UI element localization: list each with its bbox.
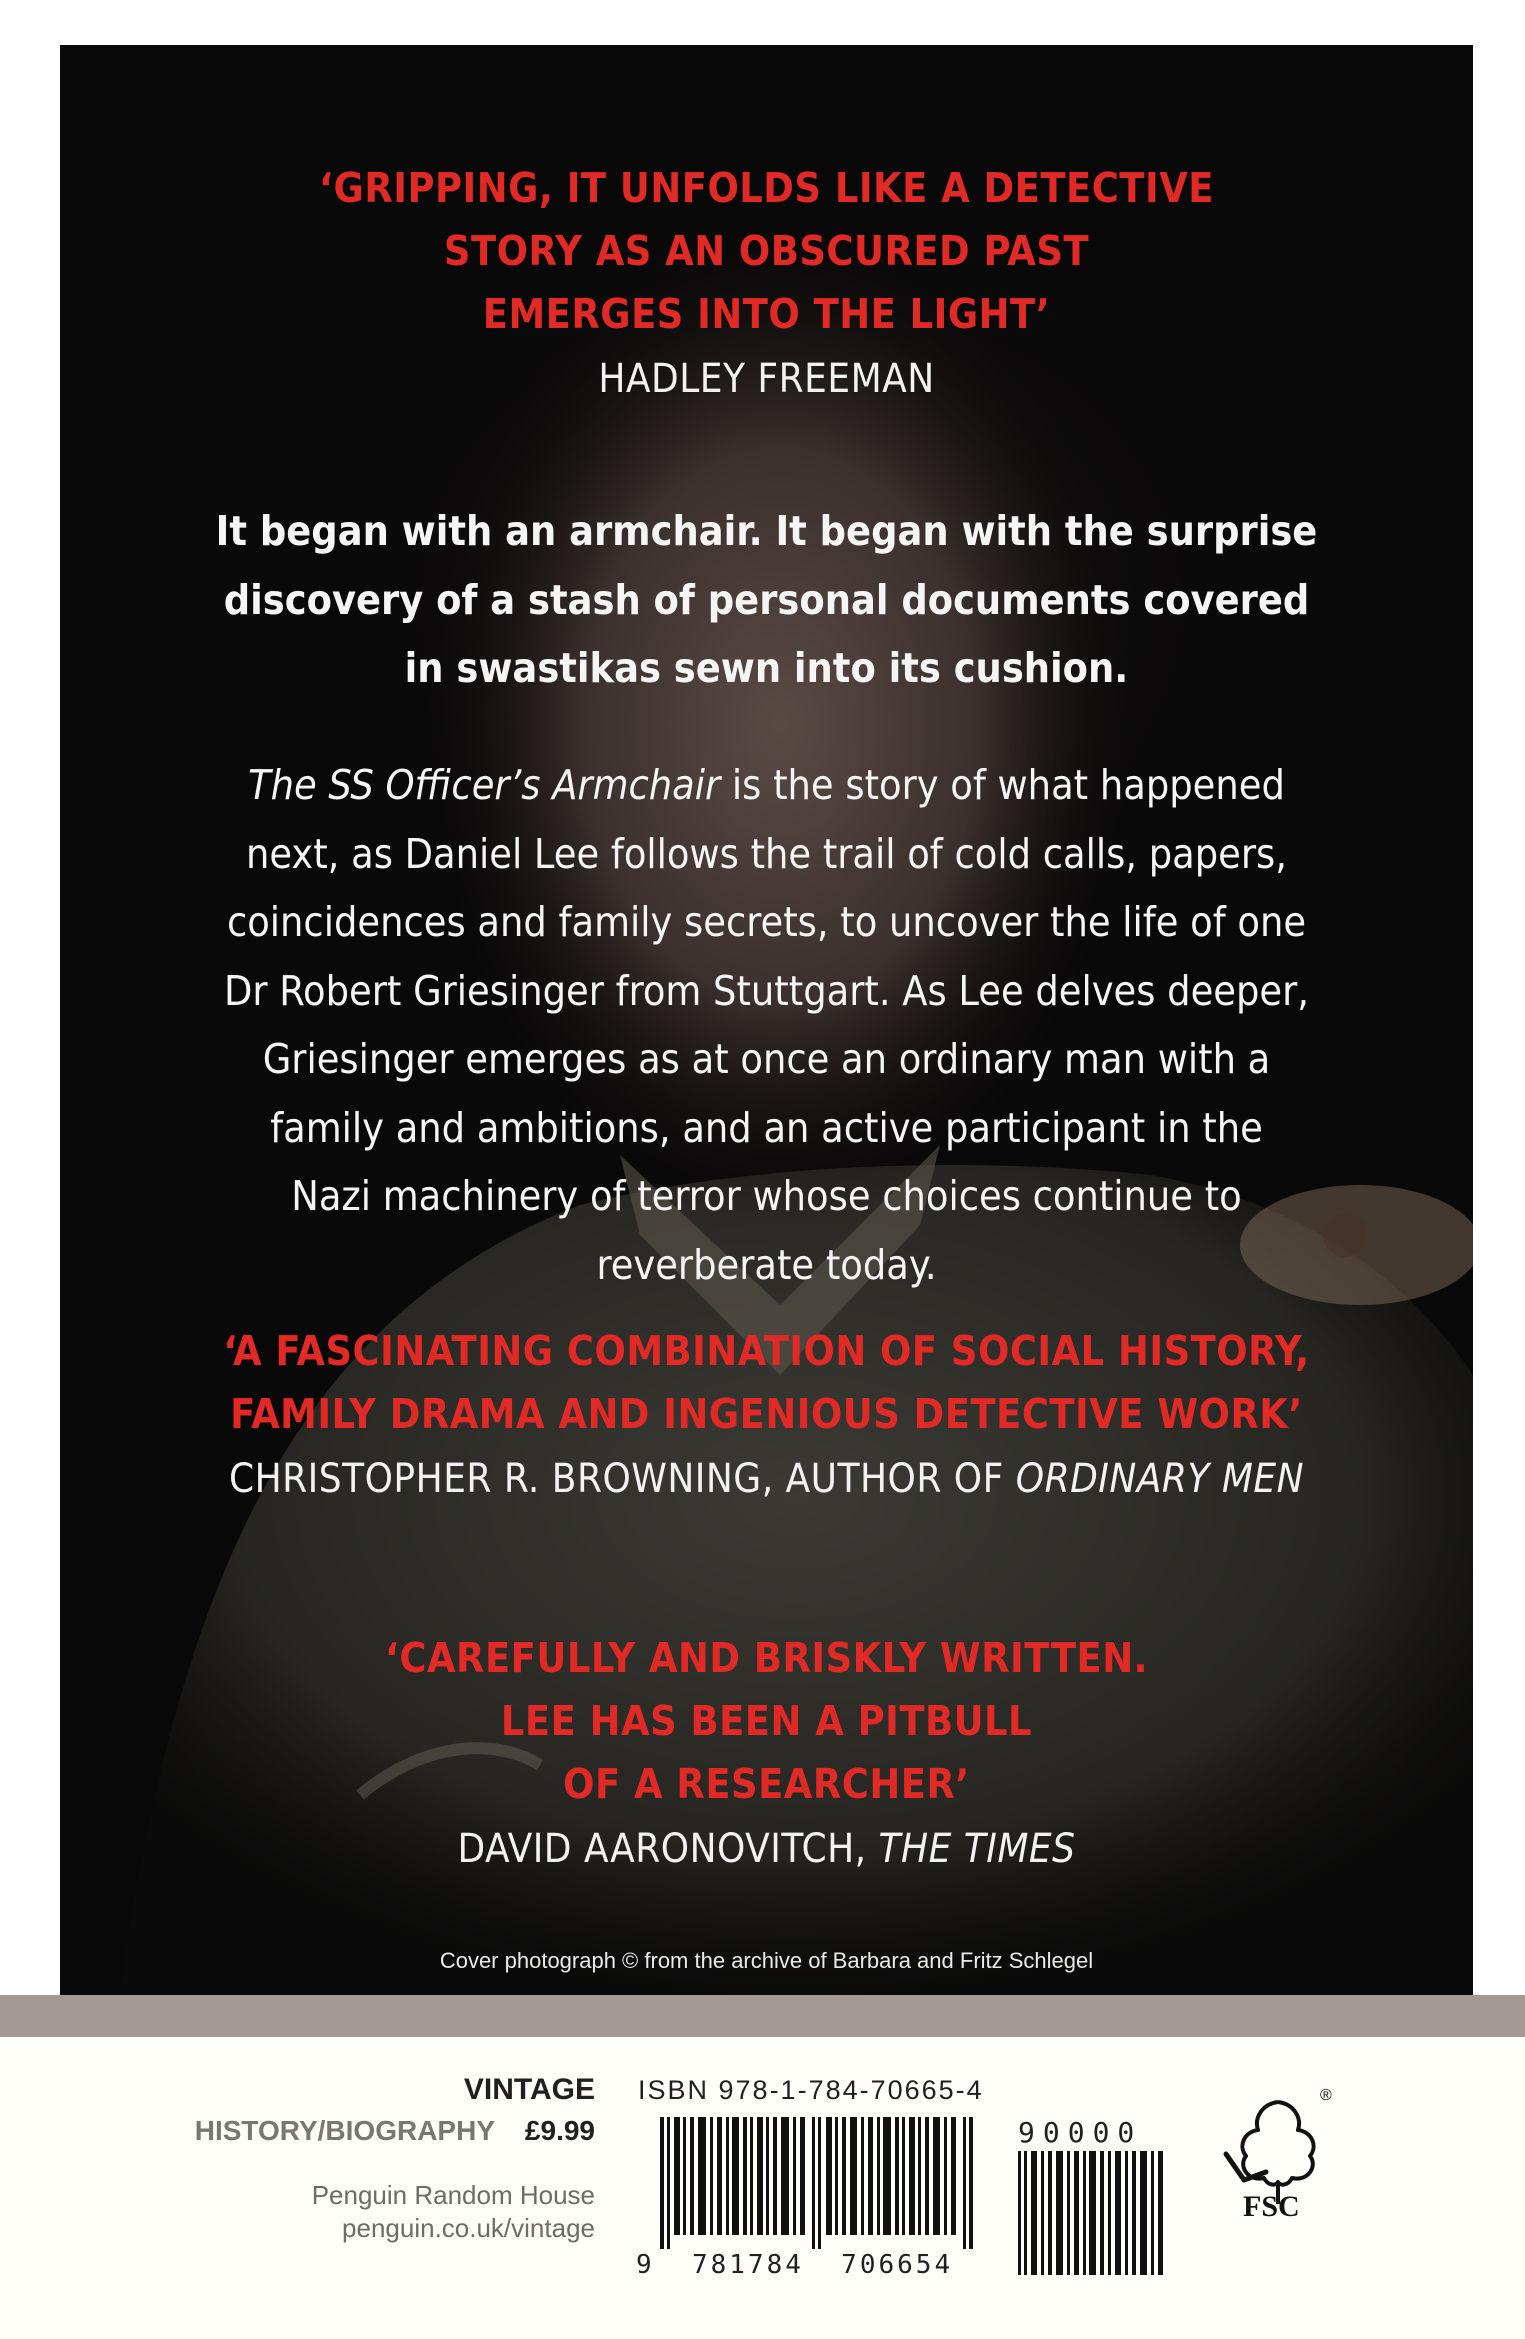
footer bbox=[0, 2037, 1525, 2339]
quote-1-text: ‘GRIPPING, IT UNFOLDS LIKE A DETECTIVE STORY AS AN OBSCURED PAST EMERGES INTO THE LIGHT’ bbox=[319, 164, 1214, 338]
quote-3-attribution-work: THE TIMES bbox=[878, 1826, 1076, 1872]
fsc-label: FSC bbox=[1243, 2190, 1300, 2223]
quote-1-attribution: HADLEY FREEMAN bbox=[598, 356, 935, 402]
fsc-registered-mark: ® bbox=[1320, 2087, 1332, 2104]
cover-credit: Cover photograph © from the archive of Barbara and Fritz Schlegel bbox=[439, 1948, 1094, 1973]
quote-2-attribution-work: ORDINARY MEN bbox=[1015, 1456, 1305, 1502]
barcode-digits: 9 781784 706654 bbox=[636, 2250, 954, 2280]
publisher-label: Penguin Random House bbox=[311, 2180, 595, 2210]
isbn-label: ISBN 978-1-784-70665-4 bbox=[638, 2075, 984, 2105]
quote-2-attribution-author: CHRISTOPHER R. BROWNING, AUTHOR OF bbox=[228, 1456, 1016, 1502]
price-label: £9.99 bbox=[524, 2115, 595, 2146]
quote-3-attribution bbox=[60, 1820, 1473, 1878]
intro-paragraph: It began with an armchair. It began with the surprise discovery of a stash of personal documents covered in swastikas sewn into its cushion. bbox=[215, 507, 1318, 692]
imprint-label: VINTAGE bbox=[463, 2073, 595, 2106]
quote-2 bbox=[60, 1320, 1473, 1508]
quote-3-attribution-author: DAVID AARONOVITCH, bbox=[457, 1826, 879, 1872]
addon-digits: 90000 bbox=[1018, 2116, 1143, 2149]
book-title: The SS Officer’s Armchair bbox=[248, 761, 721, 809]
addon-barcode bbox=[1018, 2151, 1168, 2275]
description-paragraph bbox=[60, 751, 1473, 1299]
quote-2-attribution bbox=[60, 1450, 1473, 1508]
description-text: is the story of what happened next, as Daniel Lee follows the trail of cold calls, papers, coincidences and family secrets, to uncover the life of one Dr Robert Griesinger from Stuttgart. As Lee delves deeper, Griesinger emerges as at once an ordinary man with a family and ambitions, and an active participant in the Nazi machinery of terror whose choices continue to reverberate today. bbox=[224, 761, 1309, 1289]
barcode bbox=[660, 2117, 980, 2249]
quote-3 bbox=[60, 1627, 1473, 1878]
quote-3-text: ‘CAREFULLY AND BRISKLY WRITTEN. LEE HAS BEEN A PITBULL OF A RESEARCHER’ bbox=[384, 1634, 1149, 1808]
quote-1 bbox=[60, 157, 1473, 408]
quote-2-text: ‘A FASCINATING COMBINATION OF SOCIAL HISTORY, FAMILY DRAMA AND INGENIOUS DETECTIVE WORK’ bbox=[223, 1327, 1310, 1438]
divider-band bbox=[0, 1995, 1525, 2037]
category-label: HISTORY/BIOGRAPHY bbox=[194, 2115, 495, 2146]
website-label: penguin.co.uk/vintage bbox=[342, 2213, 595, 2243]
cover-panel bbox=[60, 45, 1473, 1995]
